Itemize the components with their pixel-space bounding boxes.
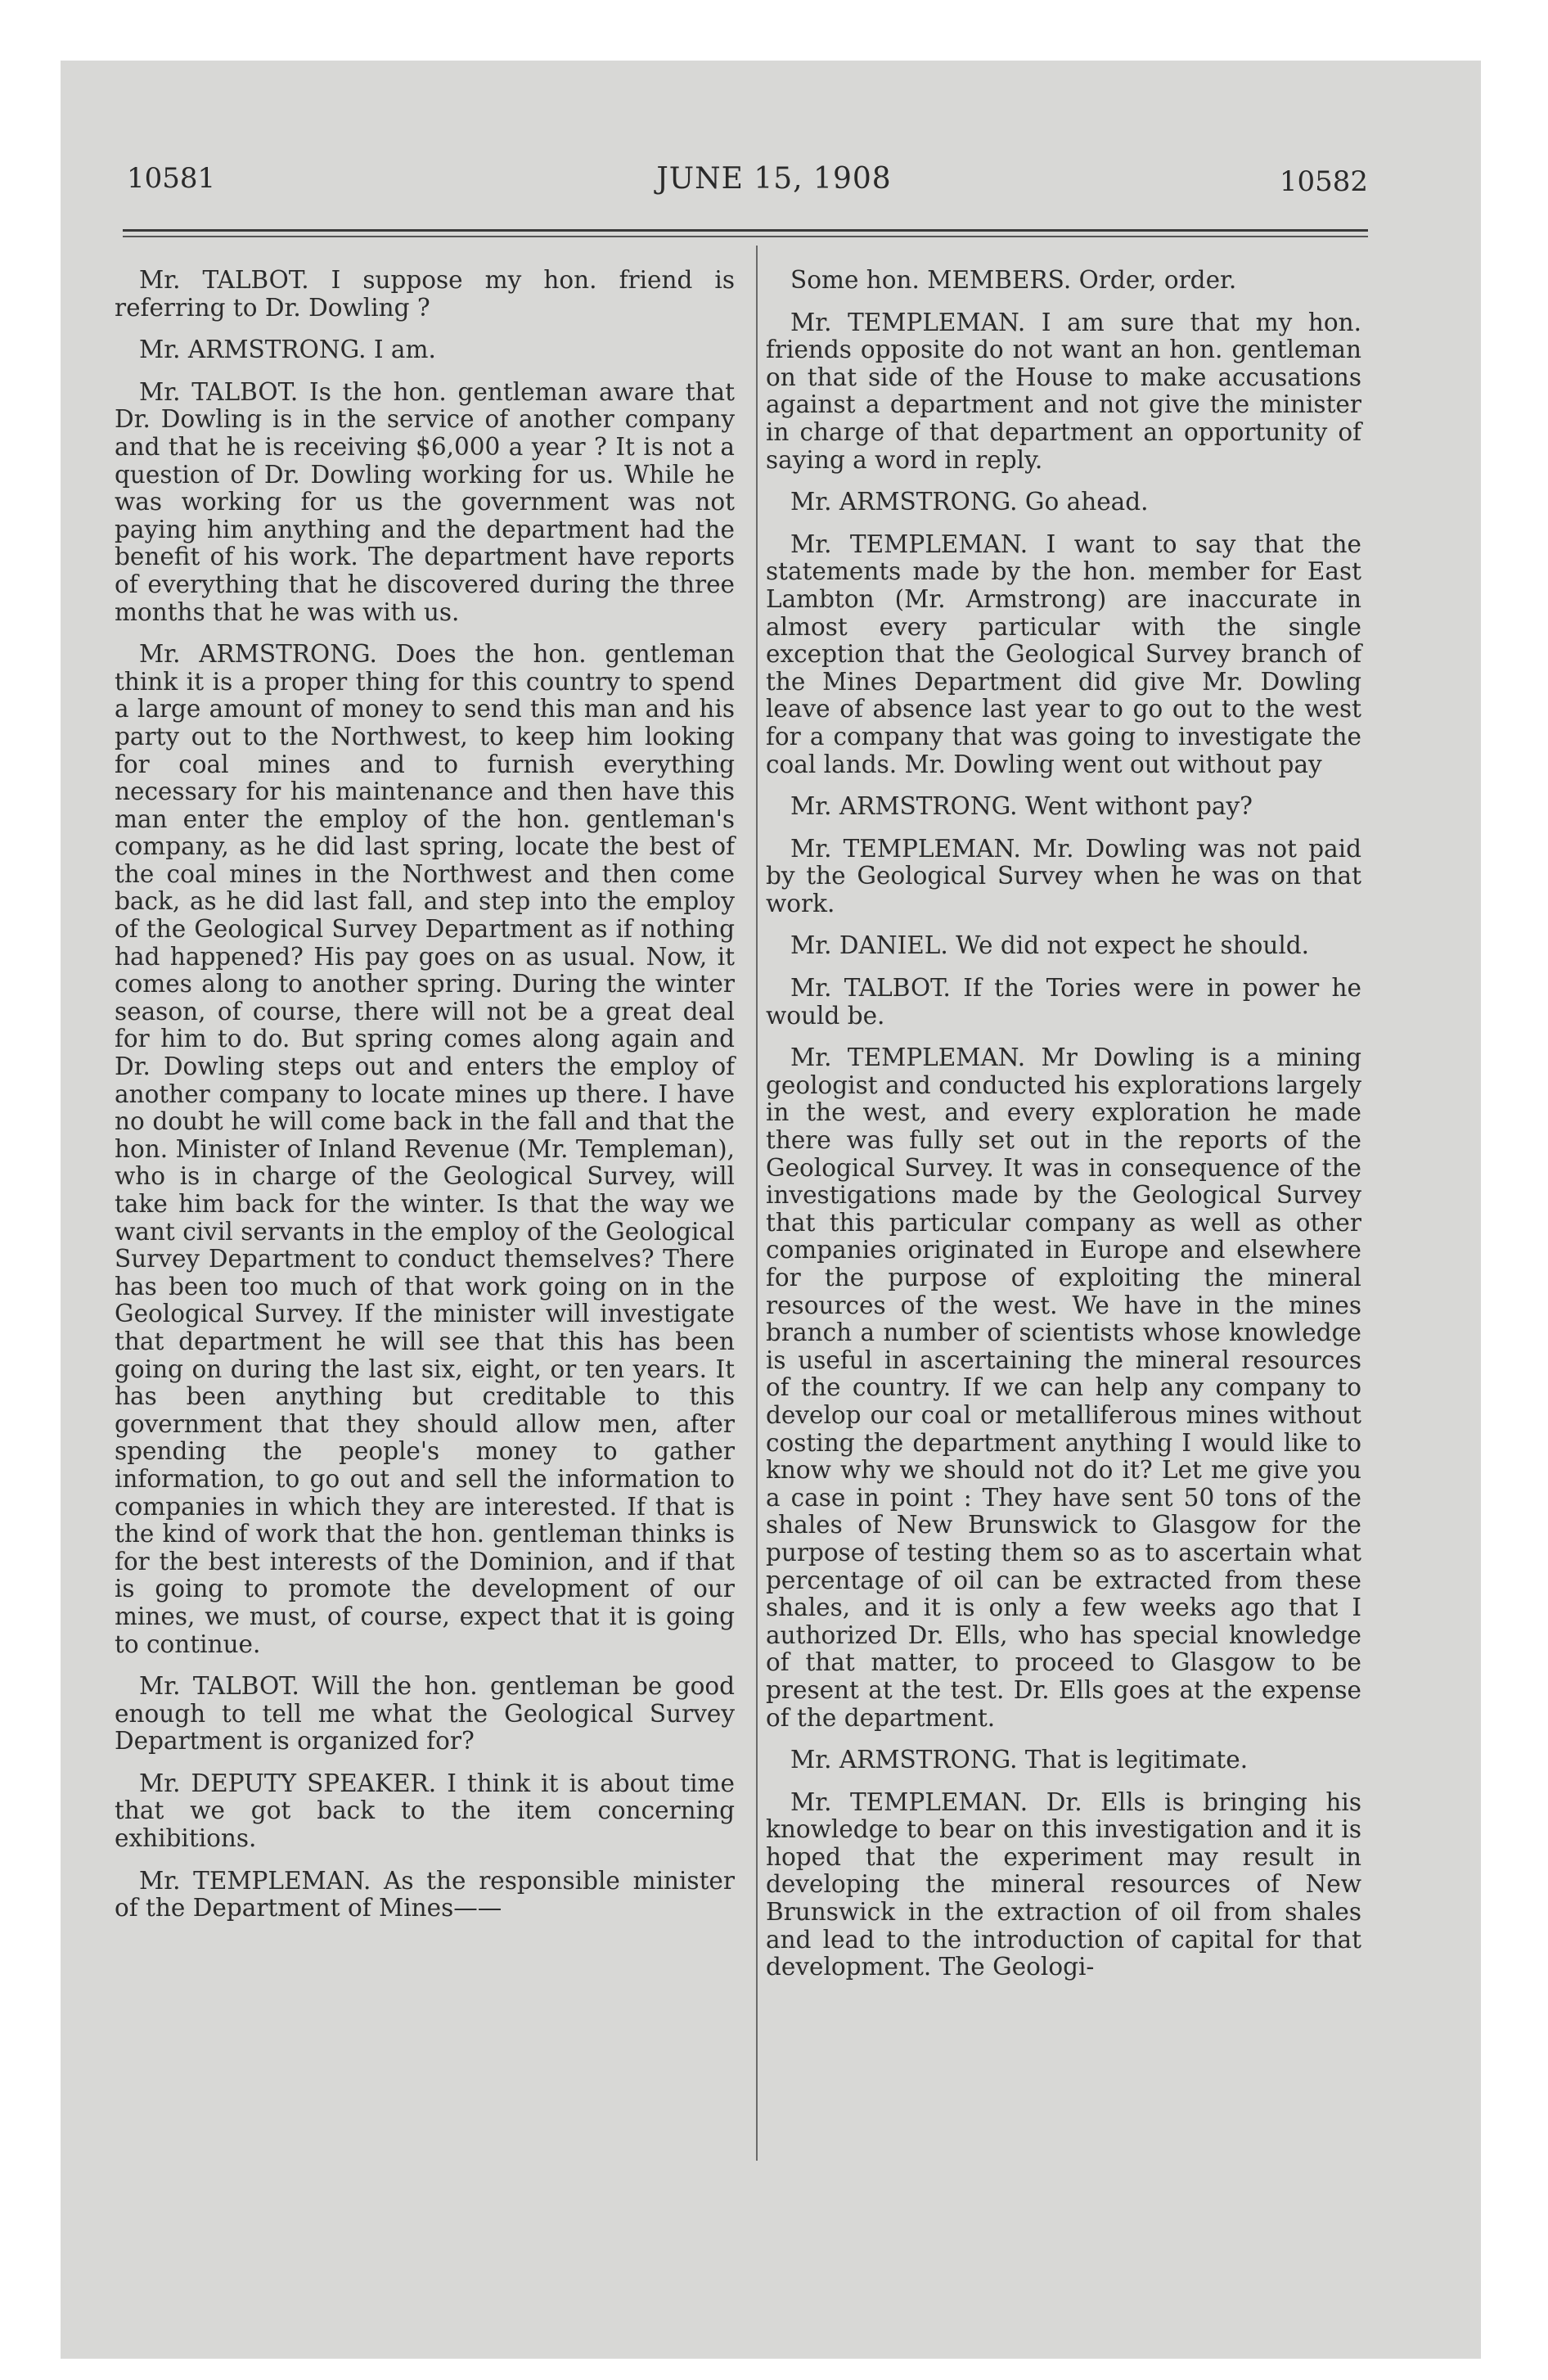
page-date: JUNE 15, 1908 [656,162,892,196]
paragraph: Mr. TEMPLEMAN. As the responsible minister of the Department of Mines—— [115,1866,735,1922]
paragraph: Mr. DEPUTY SPEAKER. I think it is about time that we got back to the item concerning exhibitions. [115,1769,735,1853]
paragraph: Mr. TEMPLEMAN. Mr. Dowling was not paid by the Geological Survey when he was on that work. [766,834,1361,917]
paragraph: Mr. TALBOT. Is the hon. gentleman aware that Dr. Dowling is in the service of another company and that he is receiving $6,000 a year ? It is not a question of Dr. Dowling working for us. While he was working for us the government was not paying him anything and the department had the benefit of his work. The department have reports of everything that he discovered during the three months that he was with us. [115,377,735,626]
page-number-right: 10582 [1279,165,1368,198]
header-rule-top [123,229,1368,232]
right-column [766,267,1361,1996]
paragraph: Mr. DANIEL. We did not expect he should. [790,931,1310,960]
paragraph: Mr. ARMSTRONG. Does the hon. gentleman think it is a proper thing for this country to spend a large amount of money to send this man and his party out to the Northwest, to keep him looking for coal mines and to furnish everything necessary for his maintenance and then have this man enter the employ of the hon. gentleman's company, as he did last spring, locate the best of the coal mines in the Northwest and then come back, as he did last fall, and step into the employ of the Geological Survey Department as if nothing had happened? His pay goes on as usual. Now, it comes along to another spring. During the winter season, of course, there will not be a great deal for him to do. But spring comes along again and Dr. Dowling steps out and enters the employ of another company to locate mines up there. I have no doubt he will come back in the fall and that the hon. Minister of Inland Revenue (Mr. Templeman), who is in charge of the Geological Survey, will take him back for the winter. Is that the way we want civil servants in the employ of the Geological Survey Department to conduct themselves? There has been too much of that work going on in the Geological Survey. If the minister will investigate that department he will see that this has been going on during the last six, eight, or ten years. It has been anything but creditable to this government that they should allow men, after spending the people's money to gather information, to go out and sell the information to companies in which they are interested. If that is the kind of work that the hon. gentleman thinks is for the best interests of the Dominion, and if that is going to promote the development of our mines, we must, of course, expect that it is going to continue. [115,640,735,1658]
header-rule-bottom [123,236,1368,237]
column-divider [756,246,758,2161]
paragraph: Mr. TEMPLEMAN. Mr Dowling is a mining geologist and conducted his explorations largely in the west, and every exploration he made there was fully set out in the reports of the Geological Survey. It was in consequence of the investigations made by the Geological Survey that this particular company as well as other companies originated in Europe and elsewhere for the purpose of exploiting the mineral resources of the west. We have in the mines branch a number of scientists whose knowledge is useful in ascertaining the mineral resources of the country. If we can help any company to develop our coal or metalliferous mines without costing the department anything I would like to know why we should not do it? Let me give you a case in point : They have sent 50 tons of the shales of New Brunswick to Glasgow for the purpose of testing them so as to ascertain what percentage of oil can be extracted from these shales, and it is only a few weeks ago that I authorized Dr. Ells, who has special knowledge of that matter, to proceed to Glasgow to be present at the test. Dr. Ells goes at the expense of the department. [766,1044,1361,1732]
paragraph: Mr. TEMPLEMAN. I want to say that the statements made by the hon. member for East Lambton (Mr. Armstrong) are inaccurate in almost every particular with the single exception that the Geological Survey branch of the Mines Department did give Mr. Dowling leave of absence last year to go out to the west for a company that was going to investigate the coal lands. Mr. Dowling went out without pay [766,530,1361,778]
page-header [0,162,1548,211]
paragraph: Mr. ARMSTRONG. Go ahead. [790,488,1149,516]
page-number-left: 10581 [127,162,216,195]
paragraph: Mr. TALBOT. If the Tories were in power he would be. [766,974,1361,1030]
paragraph: Mr. TEMPLEMAN. Dr. Ells is bringing his knowledge to bear on this investigation and it is hoped that the experiment may result in developing the mineral resources of New Brunswick in the extraction of oil from shales and lead to the introduction of capital for that development. The Geologi- [766,1787,1361,1981]
paragraph: Mr. ARMSTRONG. Went withont pay? [790,792,1253,821]
paragraph: Mr. TALBOT. Will the hon. gentleman be good enough to tell me what the Geological Survey Department is organized for? [115,1672,735,1756]
paragraph: Mr. TALBOT. I suppose my hon. friend is referring to Dr. Dowling ? [115,266,735,322]
paragraph: Some hon. MEMBERS. Order, order. [790,266,1237,294]
paragraph: Mr. TEMPLEMAN. I am sure that my hon. friends opposite do not want an hon. gentleman on that side of the House to make accusations against a department and not give the minister in charge of that department an opportunity of saying a word in reply. [766,308,1361,474]
left-column [115,267,735,1937]
paragraph: Mr. ARMSTRONG. That is legitimate. [790,1746,1249,1774]
paragraph: Mr. ARMSTRONG. I am. [139,336,436,364]
